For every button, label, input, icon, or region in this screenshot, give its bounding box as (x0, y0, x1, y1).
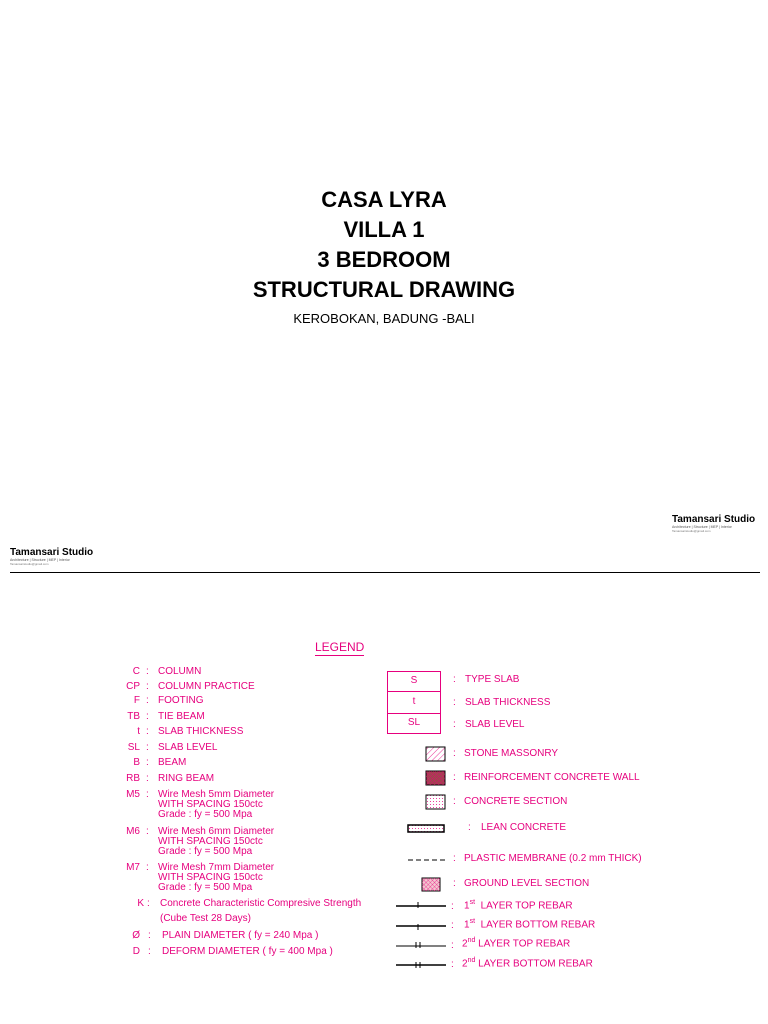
slab-box-thickness: t (387, 691, 441, 714)
legend-rebar-2nd-top: 2nd LAYER TOP REBAR (462, 937, 571, 950)
rebar-1st-top-symbol (396, 902, 446, 908)
stone-masonry-symbol (426, 747, 445, 761)
colon: : (451, 959, 454, 970)
legend-concrete-section: CONCRETE SECTION (464, 796, 568, 807)
legend-rc-wall: REINFORCEMENT CONCRETE WALL (464, 772, 640, 783)
colon: : (453, 853, 456, 864)
colon: : (451, 901, 454, 912)
legend-item: RB : RING BEAM (126, 773, 215, 784)
brand-name: Tamansari Studio (10, 547, 94, 558)
legend-rebar-2nd-bottom: 2nd LAYER BOTTOM REBAR (462, 957, 593, 970)
legend-item: D : DEFORM DIAMETER ( fy = 400 Mpa ) (132, 946, 333, 957)
legend-item: t : SLAB THICKNESS (137, 726, 244, 737)
brand-email: Tamansaristudio@gmail.com (10, 562, 49, 566)
slab-box-level: SL (387, 713, 441, 734)
legend-item: Ø : PLAIN DIAMETER ( fy = 240 Mpa ) (132, 930, 319, 941)
legend-ground-level: GROUND LEVEL SECTION (464, 878, 590, 889)
legend-item: M7 : Wire Mesh 7mm Diameter WITH SPACING 150ctc Grade : fy = 500 Mpa (126, 862, 275, 893)
page-divider (10, 572, 760, 573)
colon: : (451, 920, 454, 931)
legend-item: SL : SLAB LEVEL (127, 742, 218, 753)
colon: : (453, 719, 456, 730)
title-location: KEROBOKAN, BADUNG -BALI (293, 311, 475, 326)
legend-item: B : BEAM (133, 757, 187, 768)
rebar-1st-bottom-symbol (396, 924, 446, 930)
legend-item: TB : TIE BEAM (127, 711, 205, 722)
slab-box-type: S (387, 671, 441, 692)
legend-type-slab: TYPE SLAB (465, 674, 520, 685)
colon: : (453, 772, 456, 783)
colon: : (468, 822, 471, 833)
legend-item: M6 : Wire Mesh 6mm Diameter WITH SPACING 150ctc Grade : fy = 500 Mpa (126, 826, 275, 857)
rc-wall-symbol (426, 771, 445, 785)
colon: : (453, 748, 456, 759)
legend-item: CP : COLUMN PRACTICE (126, 681, 255, 692)
legend-stone: STONE MASSONRY (464, 748, 559, 759)
legend-rebar-1st-top: 1st LAYER TOP REBAR (464, 899, 573, 912)
legend-slab-level: SLAB LEVEL (465, 719, 525, 730)
colon: : (453, 674, 456, 685)
title-villa: VILLA 1 (343, 217, 425, 242)
brand-tagline: Architecture | Structure | MEP | Interior (10, 558, 70, 562)
colon: : (451, 940, 454, 951)
lean-concrete-symbol (408, 825, 444, 832)
legend-item: C : COLUMN (132, 666, 202, 677)
rebar-2nd-top-symbol (396, 942, 446, 948)
brand-tagline: Architecture | Structure | MEP | Interior (672, 525, 732, 529)
legend-item: F : FOOTING (133, 695, 204, 706)
brand-block-right (672, 514, 755, 533)
title-project: CASA LYRA (321, 187, 447, 212)
brand-email: Tamansaristudio@gmail.com (672, 529, 711, 533)
legend-symbols (390, 740, 452, 972)
legend-membrane: PLASTIC MEMBRANE (0.2 mm THICK) (464, 853, 642, 864)
legend-lean-concrete: LEAN CONCRETE (481, 822, 567, 833)
brand-name: Tamansari Studio (672, 514, 756, 525)
colon: : (453, 796, 456, 807)
rebar-2nd-bottom-symbol (396, 962, 446, 968)
legend-item: M5 : Wire Mesh 5mm Diameter WITH SPACING 150ctc Grade : fy = 500 Mpa (126, 789, 275, 820)
legend-rebar-1st-bottom: 1st LAYER BOTTOM REBAR (464, 918, 596, 931)
legend-item: K : Concrete Characteristic Compresive Strength (Cube Test 28 Days) (137, 898, 362, 924)
legend-slab-thickness: SLAB THICKNESS (465, 697, 551, 708)
title-bedroom: 3 BEDROOM (317, 247, 451, 272)
colon: : (453, 878, 456, 889)
ground-level-symbol (422, 878, 440, 891)
brand-block-left (10, 547, 93, 566)
concrete-section-symbol (426, 795, 445, 809)
colon: : (453, 697, 456, 708)
title-drawing-type: STRUCTURAL DRAWING (252, 277, 516, 302)
legend-title: LEGEND (315, 640, 365, 654)
